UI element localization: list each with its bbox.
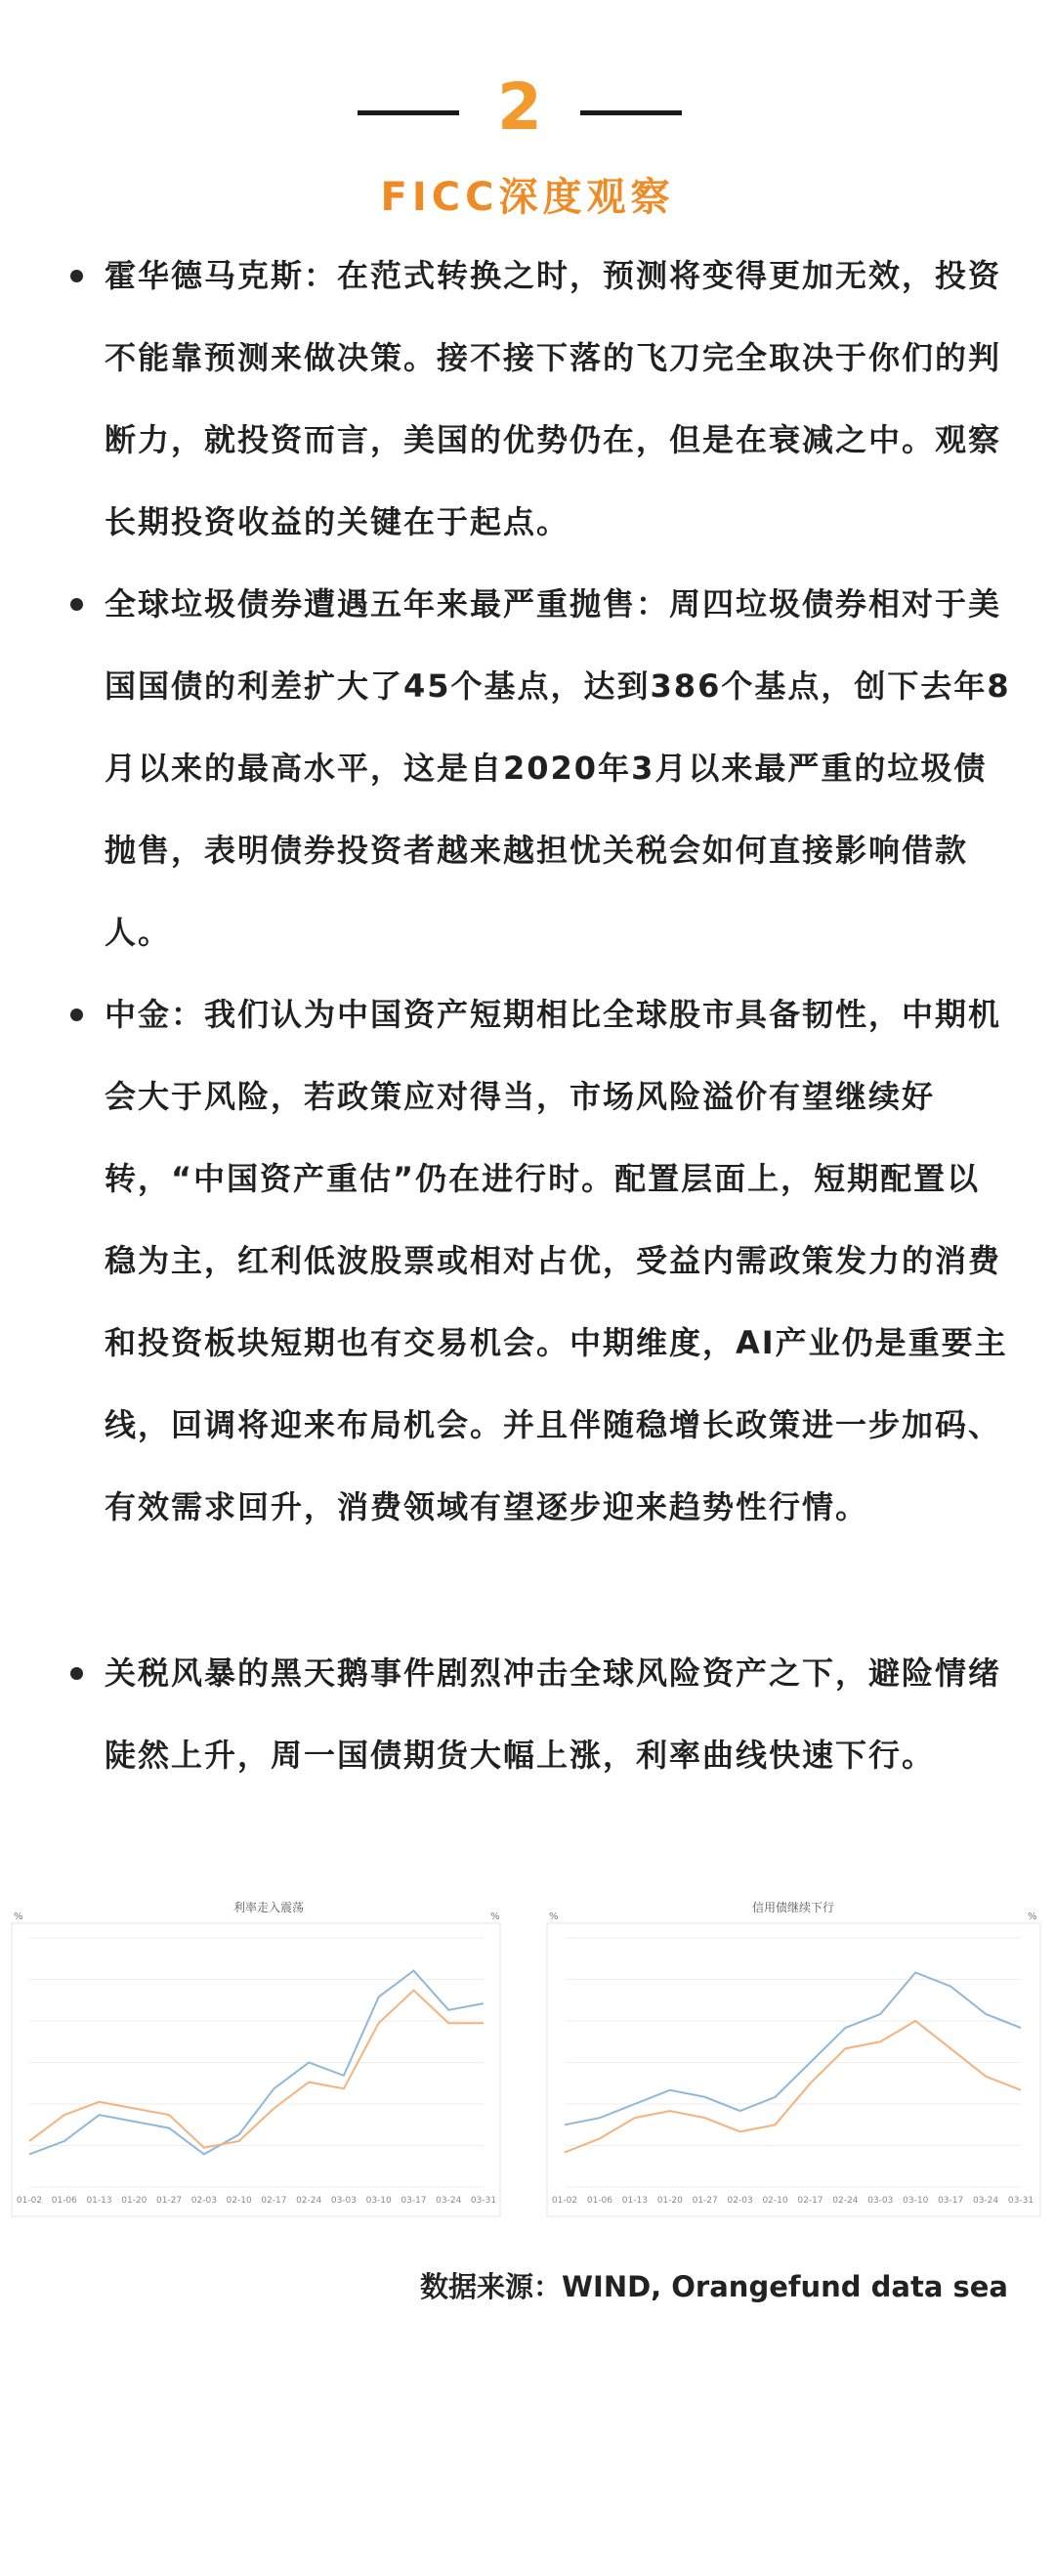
section-header [0,68,1055,147]
x-tick-label: 02-17 [797,2196,823,2206]
x-tick-label: 03-03 [330,2196,358,2206]
chart-left-title: 利率走入震荡 [232,1901,305,1914]
chart-right-frame [547,1923,1040,2216]
x-tick-label: 03-17 [401,2196,427,2206]
x-tick-label: 03-10 [365,2196,392,2206]
bullet-dot [70,1667,83,1680]
x-tick-label: 03-31 [470,2196,497,2206]
x-tick-label: 01-13 [86,2196,112,2206]
x-tick-label: 02-10 [226,2196,252,2206]
x-tick-label: 01-20 [656,2196,683,2206]
x-tick-label: 03-03 [867,2196,894,2206]
header-divider-right [580,110,682,115]
section-number: 2 [497,69,542,145]
x-tick-label: 02-10 [762,2196,788,2206]
chart-left-frame [12,1923,500,2216]
bullet-dot [70,1009,83,1021]
chart-left-yleft-label: % [14,1911,23,1922]
x-tick-label: 01-06 [586,2196,613,2206]
bullet-dot [70,270,83,282]
bullet-text: 中金：我们认为中国资产短期相比全球股市具备韧性，中期机会大于风险，若政策应对得当，市场风险溢价有望继续好转，“中国资产重估”仍在进行时。配置层面上，短期配置以稳为主，红利低波股票或相对占优，受益内需政策发力的消费和投资板块短期也有交易机会。中期维度，AI产业仍是重要主线，回调将迎来布局机会。并且伴随稳增长政策进一步加码、有效需求回升，消费领域有望逐步迎来趋势性行情。 [105,996,1008,1525]
section-title: FICC深度观察 [380,175,675,220]
x-tick-label: 02-17 [261,2196,287,2206]
charts-panel [0,1894,1055,2246]
chart-right-yright-label: % [1028,1911,1037,1922]
chart-right-yleft-label: % [549,1911,559,1922]
x-tick-label: 01-27 [155,2196,183,2206]
x-tick-label: 01-27 [692,2196,718,2206]
bullet-text: 关税风暴的黑天鹅事件剧烈冲击全球风险资产之下，避险情绪陡然上升，周一国债期货大幅上涨，利率曲线快速下行。 [105,1654,1002,1774]
x-tick-label: 03-24 [436,2196,462,2206]
bullet-dot [70,598,83,611]
x-tick-label: 03-10 [903,2196,929,2206]
x-tick-label: 01-06 [51,2196,77,2206]
x-tick-label: 03-31 [1007,2196,1034,2206]
chart-right [547,1900,1040,2216]
x-tick-label: 01-20 [121,2196,148,2206]
bullet-text: 全球垃圾债券遭遇五年来最严重抛售：周四垃圾债券相对于美国国债的利差扩大了45个基点，达到386个基点，创下去年8月以来的最高水平，这是自2020年3月以来最严重的垃圾债抛售，表明债券投资者越来越担忧关税会如何直接影响借款人。 [105,585,1011,951]
chart-left-yright-label: % [490,1911,500,1922]
x-tick-label: 02-24 [296,2196,322,2206]
chart-left [12,1900,500,2216]
x-tick-label: 03-24 [972,2196,999,2206]
bullet-text: 霍华德马克斯：在范式转换之时，预测将变得更加无效，投资不能靠预测来做决策。接不接下落的飞刀完全取决于你们的判断力，就投资而言，美国的优势仍在，但是在衰减之中。观察长期投资收益的关键在于起点。 [105,257,1002,540]
data-source-note: 数据来源：WIND, Orangefund data sea [420,2270,1008,2303]
x-tick-label: 02-24 [832,2196,859,2206]
x-tick-label: 03-17 [938,2196,964,2206]
x-tick-label: 01-02 [551,2196,578,2206]
x-tick-label: 01-02 [16,2196,43,2206]
header-divider-left [358,110,459,115]
x-tick-label: 02-03 [190,2196,217,2206]
chart-right-title: 信用债继续下行 [751,1901,835,1914]
x-tick-label: 01-13 [621,2196,648,2206]
x-tick-label: 02-03 [727,2196,753,2206]
